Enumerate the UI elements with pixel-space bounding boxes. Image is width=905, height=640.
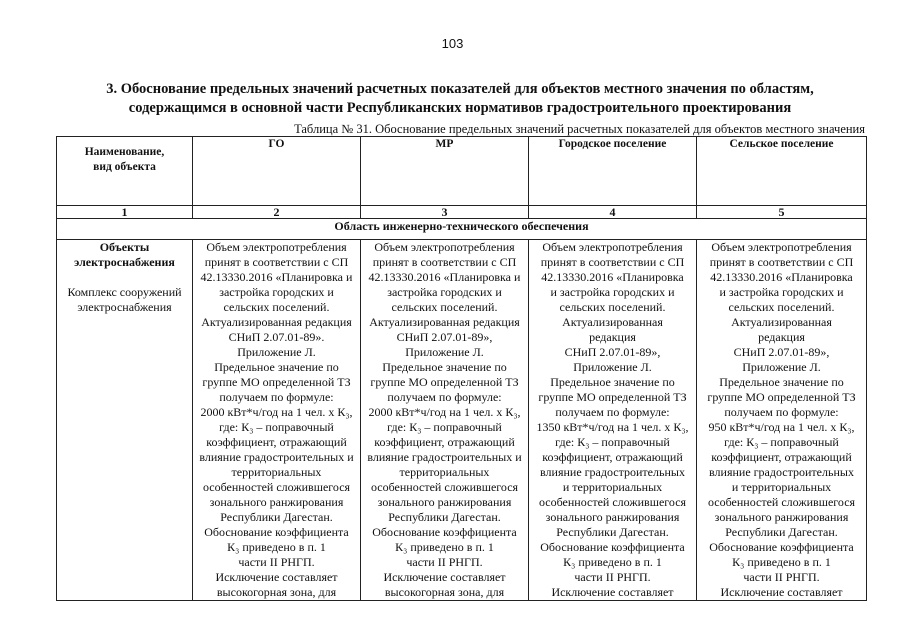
cell-line: редакция <box>758 330 805 344</box>
column-number: 1 <box>57 206 193 219</box>
cell-line: влияние градостроительных и <box>367 450 522 464</box>
cell-line: Приложение Л. <box>405 345 484 359</box>
cell-line: застройка городских и <box>387 285 502 299</box>
cell-line: Исключение составляет <box>551 585 674 599</box>
cell-line: 42.13330.2016 «Планировка <box>710 270 853 284</box>
cell-line: Исключение составляет <box>383 570 506 584</box>
section-row <box>57 219 867 240</box>
cell-line: где: К₃ – поправочный <box>724 435 839 449</box>
cell-line: группе МО определенной ТЗ <box>538 390 687 404</box>
cell-line: и территориальных <box>731 480 832 494</box>
section-title: Область инженерно-технического обеспечения <box>57 219 867 240</box>
cell-line: зонального ранжирования <box>209 495 344 509</box>
cell-line: Актуализированная редакция <box>369 315 520 329</box>
cell-line: принят в соответствии с СП <box>372 255 517 269</box>
cell-line: 2000 кВт*ч/год на 1 чел. х К₃, <box>368 405 521 419</box>
cell-line: группе МО определенной ТЗ <box>202 375 351 389</box>
column-number: 2 <box>193 206 361 219</box>
cell-line: Актуализированная редакция <box>201 315 352 329</box>
cell-line: Обоснование коэффициента <box>372 525 517 539</box>
cell-line: коэффициент, отражающий <box>206 435 347 449</box>
cell-line: Предельное значение по <box>214 360 339 374</box>
cell-line: 42.13330.2016 «Планировка и <box>200 270 353 284</box>
object-cell <box>57 240 193 601</box>
table-caption: Таблица № 31. Обоснование предельных значений расчетных показателей для объектов местного значения <box>294 122 865 136</box>
cell-line: влияние градостроительных <box>709 465 854 479</box>
cell-line: сельских поселений. <box>728 300 835 314</box>
cell-line: особенностей сложившегося <box>538 495 687 509</box>
cell-line: принят в соответствии с СП <box>709 255 854 269</box>
cell-line: сельских поселений. <box>391 300 498 314</box>
cell-line: Объем электропотребления <box>711 240 852 254</box>
header-cell-go: ГО <box>193 137 361 206</box>
cell-line: Объем электропотребления <box>542 240 683 254</box>
cell-sp <box>697 240 867 601</box>
header-cell-sp: Сельское поселение <box>697 137 867 206</box>
cell-line: особенностей сложившегося <box>370 480 519 494</box>
page-number: 103 <box>441 36 464 51</box>
cell-line: 2000 кВт*ч/год на 1 чел. х К₃, <box>200 405 353 419</box>
cell-line: получаем по формуле: <box>219 390 334 404</box>
column-number: 5 <box>697 206 867 219</box>
cell-line: СНиП 2.07.01-89», <box>564 345 661 359</box>
cell-line: Приложение Л. <box>237 345 316 359</box>
header-cell-gp: Городское поселение <box>529 137 697 206</box>
header-cell-name: Наименование, вид объекта <box>57 137 193 206</box>
cell-line: СНиП 2.07.01-89», <box>733 345 830 359</box>
cell-line: 42.13330.2016 «Планировка <box>541 270 684 284</box>
cell-line: и застройка городских и <box>719 285 844 299</box>
section-heading-line-1: 3. Обоснование предельных значений расчетных показателей для объектов местного значения по областям, <box>106 81 814 97</box>
cell-line: коэффициент, отражающий <box>711 450 852 464</box>
cell-line: где: К₃ – поправочный <box>219 420 334 434</box>
cell-line: Республики Дагестан. <box>556 525 669 539</box>
cell-gp <box>529 240 697 601</box>
cell-line: Приложение Л. <box>742 360 821 374</box>
cell-line: К₃ приведено в п. 1 <box>732 555 831 569</box>
column-number-row <box>57 206 867 219</box>
cell-line: Предельное значение по <box>382 360 507 374</box>
cell-line: Республики Дагестан. <box>388 510 501 524</box>
cell-line: особенностей сложившегося <box>202 480 351 494</box>
cell-line: зонального ранжирования <box>714 510 849 524</box>
cell-line: высокогорная зона, для <box>216 585 337 599</box>
cell-line: редакция <box>589 330 636 344</box>
object-subtype: Комплекс сооружений электроснабжения <box>67 285 182 314</box>
cell-line: группе МО определенной ТЗ <box>707 390 856 404</box>
cell-line: Приложение Л. <box>573 360 652 374</box>
cell-line: сельских поселений. <box>559 300 666 314</box>
cell-line: и застройка городских и <box>550 285 675 299</box>
justification-table <box>56 136 867 601</box>
cell-line: Республики Дагестан. <box>725 525 838 539</box>
cell-line: Обоснование коэффициента <box>709 540 854 554</box>
cell-line: застройка городских и <box>219 285 334 299</box>
cell-line: Актуализированная <box>562 315 663 329</box>
cell-line: СНиП 2.07.01-89». <box>228 330 325 344</box>
object-title: Объекты электроснабжения <box>74 240 175 269</box>
cell-line: коэффициент, отражающий <box>542 450 683 464</box>
cell-line: К₃ приведено в п. 1 <box>395 540 494 554</box>
cell-line: Предельное значение по <box>719 375 844 389</box>
cell-line: влияние градостроительных и <box>199 450 354 464</box>
cell-line: получаем по формуле: <box>387 390 502 404</box>
cell-line: получаем по формуле: <box>555 405 670 419</box>
cell-line: К₃ приведено в п. 1 <box>563 555 662 569</box>
cell-line: где: К₃ – поправочный <box>387 420 502 434</box>
cell-line: К₃ приведено в п. 1 <box>227 540 326 554</box>
section-heading-line-2: содержащимся в основной части Республиканских нормативов градостроительного проектирования <box>128 100 792 116</box>
cell-line: 950 кВт*ч/год на 1 чел. х К₃, <box>708 420 855 434</box>
cell-line: территориальных <box>399 465 490 479</box>
cell-line: части II РНГП. <box>238 555 315 569</box>
cell-line: высокогорная зона, для <box>384 585 505 599</box>
cell-line: коэффициент, отражающий <box>374 435 515 449</box>
cell-mr <box>361 240 529 601</box>
cell-line: получаем по формуле: <box>724 405 839 419</box>
cell-line: 42.13330.2016 «Планировка и <box>368 270 521 284</box>
cell-line: принят в соответствии с СП <box>204 255 349 269</box>
cell-line: принят в соответствии с СП <box>540 255 685 269</box>
cell-line: зонального ранжирования <box>377 495 512 509</box>
cell-line: Обоснование коэффициента <box>540 540 685 554</box>
cell-go <box>193 240 361 601</box>
cell-line: части II РНГП. <box>406 555 483 569</box>
section-heading <box>60 80 860 118</box>
column-number: 3 <box>361 206 529 219</box>
table-row <box>57 240 867 601</box>
cell-line: где: К₃ – поправочный <box>555 435 670 449</box>
cell-line: части II РНГП. <box>574 570 651 584</box>
cell-line: Исключение составляет <box>215 570 338 584</box>
cell-line: Объем электропотребления <box>374 240 515 254</box>
header-cell-mr: МР <box>361 137 529 206</box>
cell-line: территориальных <box>231 465 322 479</box>
cell-line: группе МО определенной ТЗ <box>370 375 519 389</box>
cell-line: Республики Дагестан. <box>220 510 333 524</box>
cell-line: Исключение составляет <box>720 585 843 599</box>
cell-line: Обоснование коэффициента <box>204 525 349 539</box>
cell-line: СНиП 2.07.01-89», <box>396 330 493 344</box>
cell-line: влияние градостроительных <box>540 465 685 479</box>
cell-line: Объем электропотребления <box>206 240 347 254</box>
column-number: 4 <box>529 206 697 219</box>
cell-line: Предельное значение по <box>550 375 675 389</box>
cell-line: сельских поселений. <box>223 300 330 314</box>
cell-line: и территориальных <box>562 480 663 494</box>
cell-line: Актуализированная <box>731 315 832 329</box>
cell-line: части II РНГП. <box>743 570 820 584</box>
cell-line: зонального ранжирования <box>545 510 680 524</box>
cell-line: 1350 кВт*ч/год на 1 чел. х К₃, <box>536 420 689 434</box>
table-header-row <box>57 137 867 206</box>
cell-line: особенностей сложившегося <box>707 495 856 509</box>
